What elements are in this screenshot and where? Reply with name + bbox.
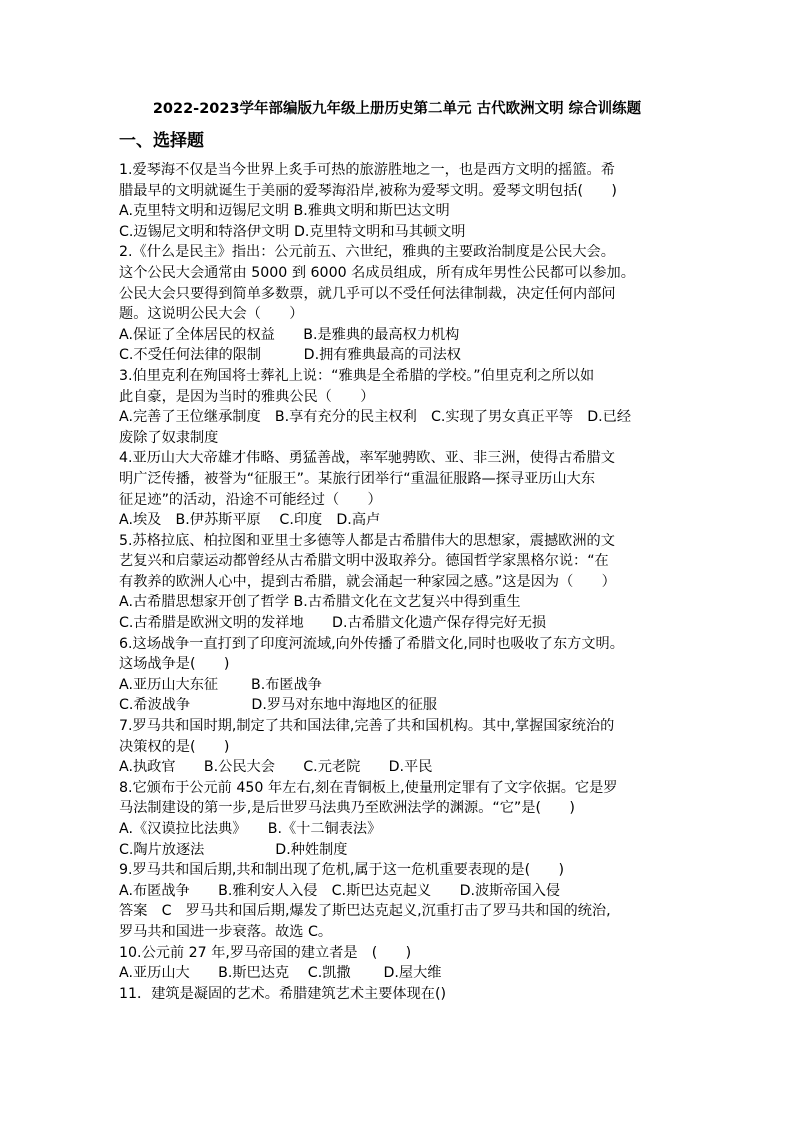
text-line: 明广泛传播，被誉为“征服王”。某旅行团举行“重温征服路—探寻亚历山大东: [119, 470, 596, 487]
text-line: A.埃及 B.伊苏斯平原 C.印度 D.高卢: [119, 512, 381, 529]
text-line: 9.罗马共和国后期,共和制出现了危机,属于这一危机重要表现的是( ): [119, 862, 565, 879]
text-line: 1.爱琴海不仅是当今世界上炙手可热的旅游胜地之一，也是西方文明的摇篮。希: [119, 162, 615, 178]
text-line: 征足迹”的活动，沿途不可能经过（ ）: [119, 491, 382, 508]
text-line: 马法制建设的第一步,是后世罗马法典乃至欧洲法学的渊源。“它”是( ): [119, 800, 575, 817]
text-line: A.亚历山大东征 B.布匿战争: [119, 676, 322, 693]
text-line: 公民大会只要得到简单多数票，就几乎可以不受任何法律制裁，决定任何内部问: [119, 285, 616, 302]
text-line: 5.苏格拉底、柏拉图和亚里士多德等人都是古希腊伟大的思想家，震撼欧洲的文: [119, 532, 615, 549]
text-line: A.执政官 B.公民大会 C.元老院 D.平民: [119, 759, 433, 776]
question-list: [119, 160, 687, 1004]
text-line: 这个公民大会通常由 5000 到 6000 名成员组成，所有成年男性公民都可以参加。: [119, 264, 635, 281]
text-line: 艺复兴和启蒙运动都曾经从古希腊文明中汲取养分。德国哲学家黑格尔说：“在: [119, 553, 609, 570]
text-line: C.希波战争 D.罗马对东地中海地区的征服: [119, 697, 438, 714]
text-line: A.保证了全体居民的权益 B.是雅典的最高权力机构: [119, 326, 460, 343]
text-line: 腊最早的文明就诞生于美丽的爱琴海沿岸,被称为爱琴文明。爱琴文明包括( ): [119, 182, 617, 199]
text-line: C.迈锡尼文明和特洛伊文明 D.克里特文明和马其顿文明: [119, 223, 466, 240]
text-line: A.亚历山大 B.斯巴达克 C.凯撒 D.屋大维: [119, 965, 442, 982]
text-line: A.布匿战争 B.雅利安人入侵 C.斯巴达克起义 D.波斯帝国入侵: [119, 882, 561, 899]
text-line: 废除了奴隶制度: [119, 429, 219, 446]
document-title: 2022-2023学年部编版九年级上册历史第二单元 古代欧洲文明 综合训练题: [152, 101, 642, 117]
text-line: 7.罗马共和国时期,制定了共和国法律,完善了共和国机构。其中,掌握国家统治的: [119, 718, 615, 735]
text-line: A.古希腊思想家开创了哲学 B.古希腊文化在文艺复兴中得到重生: [119, 594, 521, 611]
section-heading: 一、选择题: [119, 131, 204, 151]
text-line: 此自豪，是因为当时的雅典公民（ ）: [119, 388, 375, 405]
text-line: 11．建筑是凝固的艺术。希腊建筑艺术主要体现在(): [119, 985, 447, 1002]
text-line: 2.《什么是民主》指出：公元前五、六世纪，雅典的主要政治制度是公民大会。: [119, 244, 615, 261]
text-line: 有教养的欧洲人心中，提到古希腊，就会涌起一种家园之感。”这是因为（ ）: [119, 573, 616, 590]
text-line: A.《汉谟拉比法典》 B.《十二铜表法》: [119, 821, 382, 837]
text-line: 答案 C 罗马共和国后期,爆发了斯巴达克起义,沉重打击了罗马共和国的统治,: [119, 903, 611, 920]
text-line: C.古希腊是欧洲文明的发祥地 D.古希腊文化遗产保存得完好无损: [119, 615, 547, 632]
text-line: C.陶片放逐法 D.种姓制度: [119, 841, 348, 858]
text-line: 题。这说明公民大会（ ）: [119, 306, 304, 323]
text-line: 6.这场战争一直打到了印度河流域,向外传播了希腊文化,同时也吸收了东方文明。: [119, 635, 624, 652]
text-line: 4.亚历山大大帝雄才伟略、勇猛善战，率军驰骋欧、亚、非三洲，使得古希腊文: [119, 450, 615, 467]
text-line: A.完善了王位继承制度 B.享有充分的民主权利 C.实现了男女真正平等 D.已经: [119, 409, 632, 426]
text-line: 罗马共和国进一步衰落。故选 C。: [119, 923, 333, 940]
text-line: 这场战争是( ): [119, 656, 230, 673]
text-line: 决策权的是( ): [119, 738, 230, 755]
text-line: 8.它颁布于公元前 450 年左右,刻在青铜板上,使量刑定罪有了文字依据。它是罗: [119, 779, 618, 796]
text-line: 10.公元前 27 年,罗马帝国的建立者是 ( ): [119, 944, 412, 961]
text-line: C.不受任何法律的限制 D.拥有雅典最高的司法权: [119, 347, 461, 364]
text-line: A.克里特文明和迈锡尼文明 B.雅典文明和斯巴达文明: [119, 203, 450, 220]
text-line: 3.伯里克利在殉国将士葬礼上说：“雅典是全希腊的学校。”伯里克利之所以如: [119, 367, 595, 384]
